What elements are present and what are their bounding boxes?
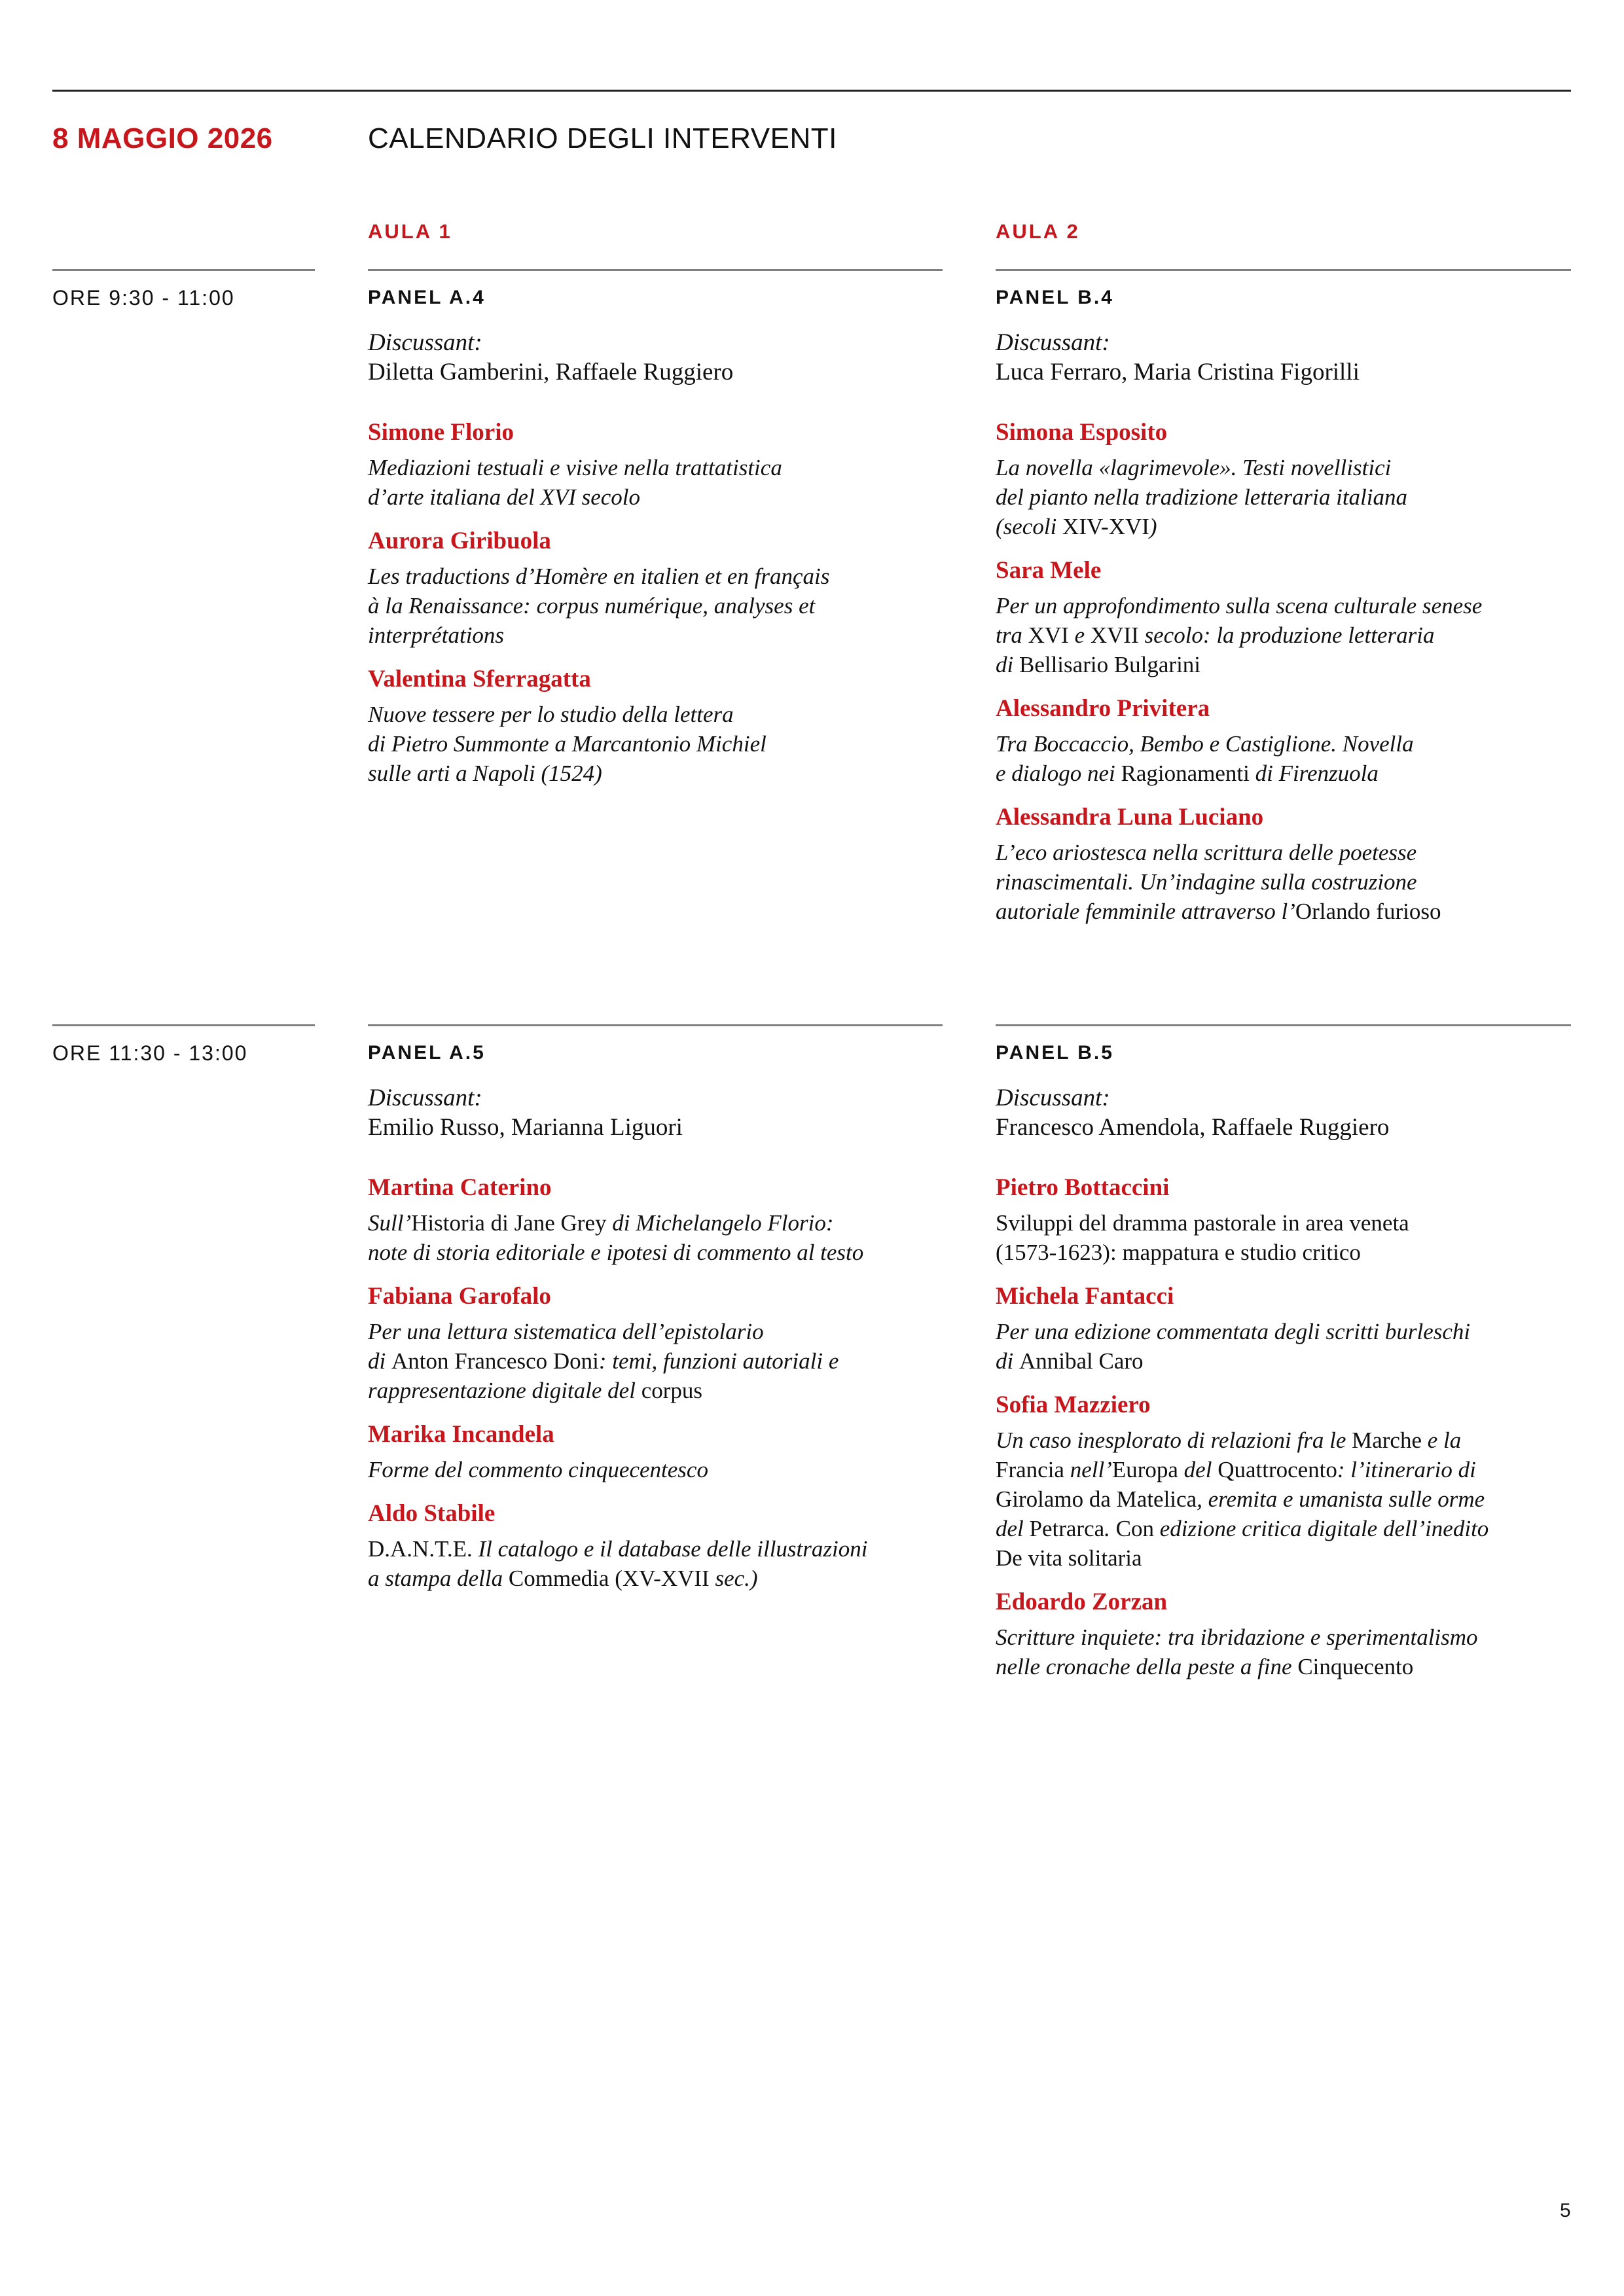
talk-title <box>996 838 1572 926</box>
speaker-name: Sofia Mazziero <box>996 1391 1151 1418</box>
title-text-italic: a stampa della <box>368 1566 509 1591</box>
title-text-italic: di Firenzuola <box>1249 761 1379 786</box>
title-text-italic: d’arte italiana del XVI secolo <box>368 484 641 510</box>
divider <box>368 269 943 271</box>
talk-title-line <box>368 591 944 620</box>
talk-title-line <box>368 1238 944 1267</box>
title-text-italic: e <box>1068 622 1091 648</box>
title-text-roman: XIV-XVI <box>1062 514 1149 539</box>
title-text-roman: Quattrocento <box>1218 1457 1337 1482</box>
title-text-italic: Scritture inquiete: tra ibridazione e sperimentalismo <box>996 1624 1478 1650</box>
title-text-italic: Il catalogo e il database delle illustrazioni <box>472 1536 868 1562</box>
talk-list <box>996 418 1572 926</box>
divider <box>52 1024 315 1026</box>
discussant-label: Discussant: <box>368 329 482 356</box>
title-text-roman: De vita solitaria <box>996 1545 1142 1571</box>
talk-item <box>996 418 1572 541</box>
title-text-roman: Cinquecento <box>1297 1654 1414 1679</box>
talk-title-line <box>996 620 1572 650</box>
discussant-label: Discussant: <box>996 329 1110 356</box>
talk-title-line <box>996 1208 1572 1238</box>
talk-title-line <box>368 482 944 512</box>
talk-title-line <box>996 1426 1572 1455</box>
title-text-italic: del <box>996 1516 1030 1541</box>
talk-item <box>368 1420 944 1484</box>
panel <box>368 285 944 802</box>
talk-item <box>368 1173 944 1267</box>
speaker-name: Edoardo Zorzan <box>996 1588 1168 1615</box>
talk-title <box>996 729 1572 788</box>
talk-title <box>996 1623 1572 1681</box>
talk-item <box>996 1390 1572 1573</box>
talk-list <box>368 418 944 788</box>
talk-item <box>996 556 1572 679</box>
speaker-name: Sara Mele <box>996 557 1102 584</box>
talk-title-line <box>368 1346 944 1376</box>
title-text-italic: Per una lettura sistematica dell’epistolario <box>368 1319 764 1344</box>
title-text-italic: tra <box>996 622 1028 648</box>
talk-title <box>996 453 1572 541</box>
talk-title <box>368 1534 944 1593</box>
talk-title-line <box>368 729 944 759</box>
talk-list <box>996 1173 1572 1681</box>
title-text-italic: sec.) <box>709 1566 758 1591</box>
title-text-roman: Bellisario Bulgarini <box>1019 652 1201 677</box>
talk-title-line <box>368 700 944 729</box>
title-text-italic: L’eco ariostesca nella scrittura delle poetesse <box>996 840 1417 865</box>
talk-title-line <box>996 591 1572 620</box>
title-text-roman: D.A.N.T.E. <box>368 1536 473 1562</box>
discussant-names: Diletta Gamberini, Raffaele Ruggiero <box>368 359 734 386</box>
title-text-italic: Un caso inesplorato di relazioni fra le <box>996 1427 1352 1453</box>
title-text-italic: : temi, funzioni autoriali e <box>598 1348 839 1374</box>
title-text-italic: del <box>1178 1457 1218 1482</box>
speaker-name: Alessandra Luna Luciano <box>996 804 1264 831</box>
talk-item <box>996 1173 1572 1267</box>
title-text-italic: , eremita e umanista sulle orme <box>1197 1486 1485 1512</box>
panel <box>996 285 1572 941</box>
talk-item <box>996 802 1572 926</box>
title-text-roman: Orlando furioso <box>1295 899 1441 924</box>
page-title: CALENDARIO DEGLI INTERVENTI <box>368 122 837 154</box>
talk-item <box>368 526 944 650</box>
speaker-name: Alessandro Privitera <box>996 695 1210 722</box>
talk-item <box>996 1587 1572 1681</box>
talk-title <box>996 1426 1572 1573</box>
speaker-name: Pietro Bottaccini <box>996 1174 1170 1201</box>
panel <box>368 1040 944 1607</box>
title-text-italic: nell’ <box>1064 1457 1112 1482</box>
talk-title-line <box>368 1376 944 1405</box>
speaker-name: Simona Esposito <box>996 419 1168 446</box>
talk-title <box>368 562 944 650</box>
discussant-label: Discussant: <box>368 1085 482 1111</box>
title-text-italic: e la <box>1422 1427 1462 1453</box>
talk-title-line <box>368 1208 944 1238</box>
title-text-italic: di <box>368 1348 391 1374</box>
title-text-roman: Petrarca <box>1029 1516 1105 1541</box>
talk-item <box>368 1499 944 1593</box>
title-text-roman: Ragionamenti <box>1121 761 1250 786</box>
panel <box>996 1040 1572 1696</box>
divider <box>996 1024 1571 1026</box>
title-text-italic: di <box>996 652 1019 677</box>
talk-title <box>996 1317 1572 1376</box>
speaker-name: Aurora Giribuola <box>368 528 551 554</box>
title-text-italic: edizione critica digitale dell’inedito <box>1154 1516 1489 1541</box>
title-text-roman: ( <box>609 1566 623 1591</box>
title-text-italic: Tra Boccaccio, Bembo e Castiglione. Novella <box>996 731 1414 757</box>
title-text-italic: interprétations <box>368 622 505 648</box>
title-text-roman: (1573-1623): mappatura e studio critico <box>996 1240 1361 1265</box>
title-text-italic: La novella «lagrimevole». Testi novellistici <box>996 455 1392 480</box>
title-text-italic: di Michelangelo Florio: <box>606 1210 834 1236</box>
discussant-label: Discussant: <box>996 1085 1110 1111</box>
title-text-roman: Europa <box>1111 1457 1178 1482</box>
speaker-name: Valentina Sferragatta <box>368 666 591 692</box>
divider <box>52 269 315 271</box>
speaker-name: Michela Fantacci <box>996 1283 1174 1310</box>
title-text-italic: Nuove tessere per lo studio della lettera <box>368 702 734 727</box>
time-slot: ORE 11:30 - 13:00 <box>52 1041 248 1065</box>
talk-title-line <box>996 1623 1572 1652</box>
title-text-roman: XVI <box>1028 622 1069 648</box>
talk-list <box>368 1173 944 1593</box>
title-text-italic: di Pietro Summonte a Marcantonio Michiel <box>368 731 767 757</box>
panel-title: PANEL B.4 <box>996 287 1114 308</box>
talk-title-line <box>368 1455 944 1484</box>
title-text-roman: Marche <box>1352 1427 1422 1453</box>
title-text-italic: à la Renaissance: corpus numérique, analyses et <box>368 593 816 619</box>
title-text-italic: ) <box>1149 514 1157 539</box>
talk-title-line <box>996 1514 1572 1543</box>
talk-title-line <box>368 620 944 650</box>
speaker-name: Marika Incandela <box>368 1421 554 1448</box>
title-text-roman: Con <box>1115 1516 1155 1541</box>
speaker-name: Aldo Stabile <box>368 1500 496 1527</box>
talk-title-line <box>368 562 944 591</box>
talk-title <box>368 1317 944 1405</box>
talk-title <box>996 591 1572 679</box>
divider <box>996 269 1571 271</box>
title-text-italic: di <box>996 1348 1019 1374</box>
title-text-roman: Girolamo da Matelica <box>996 1486 1197 1512</box>
title-text-italic: secolo: la produzione letteraria <box>1138 622 1435 648</box>
title-text-italic: note di storia editoriale e ipotesi di commento al testo <box>368 1240 864 1265</box>
talk-title-line <box>996 1455 1572 1484</box>
speaker-name: Martina Caterino <box>368 1174 552 1201</box>
talk-title-line <box>996 453 1572 482</box>
title-text-roman: Sviluppi del dramma pastorale in area veneta <box>996 1210 1409 1236</box>
panel-title: PANEL B.5 <box>996 1042 1114 1064</box>
divider <box>368 1024 943 1026</box>
title-text-italic: e dialogo nei <box>996 761 1121 786</box>
title-text-roman: Historia di Jane Grey <box>411 1210 607 1236</box>
talk-title-line <box>996 897 1572 926</box>
talk-title-line <box>996 838 1572 867</box>
discussant-names: Emilio Russo, Marianna Liguori <box>368 1114 683 1141</box>
talk-title-line <box>996 729 1572 759</box>
talk-item <box>996 694 1572 788</box>
discussant-names: Luca Ferraro, Maria Cristina Figorilli <box>996 359 1360 386</box>
talk-title-line <box>996 1484 1572 1514</box>
talk-title-line <box>996 1317 1572 1346</box>
title-text-italic: rinascimentali. Un’indagine sulla costruzione <box>996 869 1417 895</box>
speaker-name: Simone Florio <box>368 419 514 446</box>
room-label-1: AULA 1 <box>368 220 452 243</box>
room-label-2: AULA 2 <box>996 220 1080 243</box>
panel-title: PANEL A.4 <box>368 287 486 308</box>
talk-title-line <box>996 482 1572 512</box>
title-text-roman: Commedia <box>508 1566 609 1591</box>
title-text-italic: Forme del commento cinquecentesco <box>368 1457 708 1482</box>
talk-title <box>996 1208 1572 1267</box>
panel-title: PANEL A.5 <box>368 1042 486 1064</box>
talk-title-line <box>996 867 1572 897</box>
title-text-italic: : l’itinerario di <box>1337 1457 1476 1482</box>
title-text-italic: del pianto nella tradizione letteraria italiana <box>996 484 1407 510</box>
title-text-italic: Per una edizione commentata degli scritti burleschi <box>996 1319 1471 1344</box>
title-text-italic: rappresentazione digitale del <box>368 1378 641 1403</box>
talk-item <box>996 1282 1572 1376</box>
talk-title <box>368 453 944 512</box>
title-text-roman: Francia <box>996 1457 1064 1482</box>
talk-title <box>368 1455 944 1484</box>
title-text-italic: Les traductions d’Homère en italien et en français <box>368 564 830 589</box>
title-text-italic: Sull’ <box>368 1210 412 1236</box>
talk-title-line <box>996 1238 1572 1267</box>
talk-title-line <box>368 759 944 788</box>
title-text-roman: XV-XVII <box>622 1566 710 1591</box>
talk-item <box>368 418 944 512</box>
speaker-name: Fabiana Garofalo <box>368 1283 551 1310</box>
title-text-italic: Per un approfondimento sulla scena culturale senese <box>996 593 1483 619</box>
talk-item <box>368 1282 944 1405</box>
talk-item <box>368 664 944 788</box>
title-text-roman: corpus <box>641 1378 702 1403</box>
talk-title-line <box>996 1346 1572 1376</box>
top-rule <box>52 90 1571 92</box>
title-text-italic: sulle arti a Napoli (1524) <box>368 761 602 786</box>
talk-title-line <box>368 1317 944 1346</box>
title-text-roman: Annibal Caro <box>1019 1348 1144 1374</box>
talk-title <box>368 700 944 788</box>
title-text-italic: Mediazioni testuali e visive nella trattatistica <box>368 455 782 480</box>
page-number: 5 <box>1560 2200 1571 2221</box>
title-text-italic: . <box>1104 1516 1116 1541</box>
discussant-names: Francesco Amendola, Raffaele Ruggiero <box>996 1114 1390 1141</box>
time-slot: ORE 9:30 - 11:00 <box>52 286 235 310</box>
talk-title-line <box>996 512 1572 541</box>
talk-title-line <box>368 1564 944 1593</box>
title-text-italic: (secoli <box>996 514 1063 539</box>
talk-title-line <box>996 759 1572 788</box>
talk-title <box>368 1208 944 1267</box>
event-date: 8 MAGGIO 2026 <box>52 122 273 154</box>
title-text-italic: autoriale femminile attraverso l’ <box>996 899 1295 924</box>
talk-title-line <box>368 453 944 482</box>
title-text-italic: nelle cronache della peste a fine <box>996 1654 1298 1679</box>
title-text-roman: Anton Francesco Doni <box>391 1348 599 1374</box>
talk-title-line <box>368 1534 944 1564</box>
talk-title-line <box>996 1543 1572 1573</box>
talk-title-line <box>996 1652 1572 1681</box>
title-text-roman: XVII <box>1090 622 1139 648</box>
talk-title-line <box>996 650 1572 679</box>
